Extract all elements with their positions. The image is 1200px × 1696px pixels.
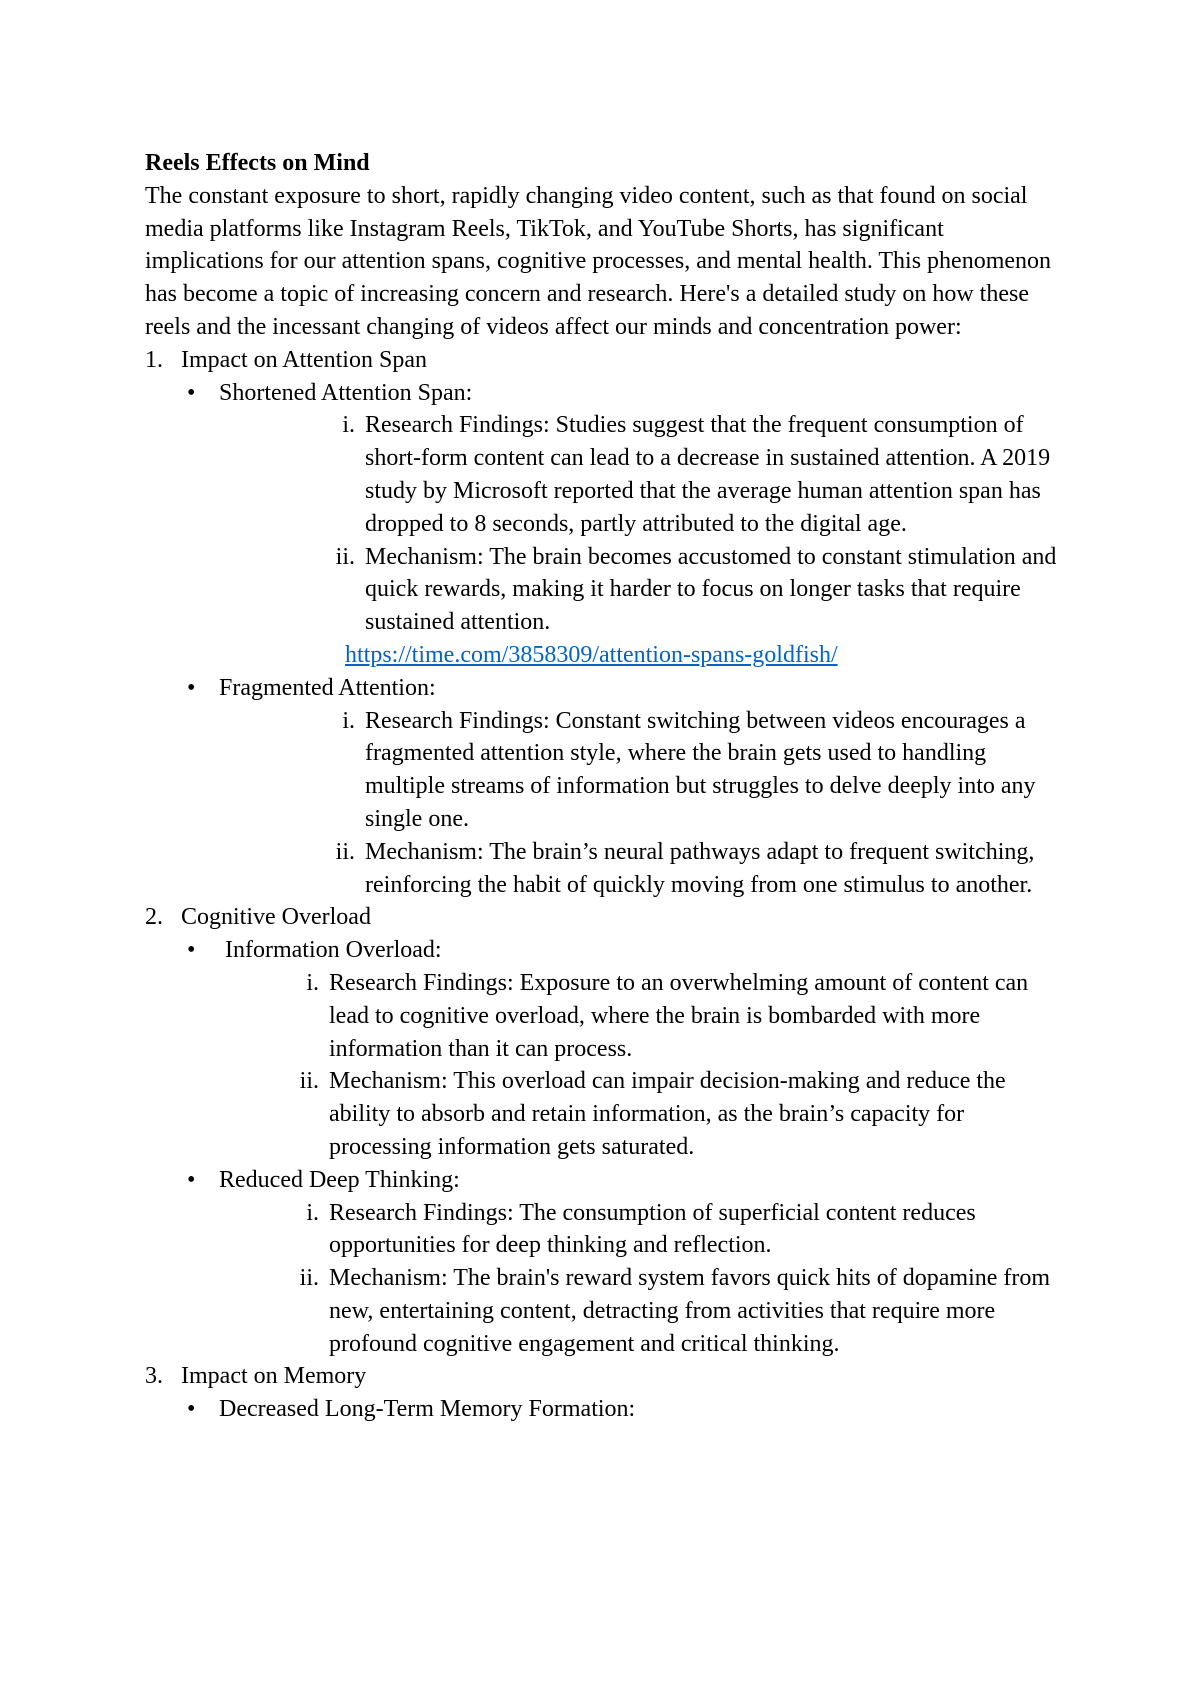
sub-item	[145, 1262, 1065, 1360]
section-attention-span	[145, 344, 1065, 902]
sub-item-text: Research Findings: Studies suggest that the frequent consumption of short-form content can lead to a decrease in sustained attention. A 2019 study by Microsoft reported that the average human attention span has dropped to 8 seconds, partly attributed to the digital age.	[365, 412, 1051, 537]
document-title: Reels Effects on Mind	[145, 150, 370, 176]
section-heading	[145, 344, 1065, 377]
bullet-dot-icon: •	[187, 674, 196, 701]
reference-link-line	[145, 639, 1065, 672]
bullet-item	[145, 377, 1065, 410]
sub-item	[145, 541, 1065, 639]
sub-item-number: i.	[306, 1199, 319, 1226]
sub-item-number: i.	[342, 707, 355, 734]
sub-item-number: ii.	[335, 543, 355, 570]
sub-item	[145, 967, 1065, 1065]
sub-item-number: i.	[306, 969, 319, 996]
bullet-item	[145, 672, 1065, 705]
sub-item	[145, 836, 1065, 902]
sub-item-text: Research Findings: The consumption of superficial content reduces opportunities for deep thinking and reflection.	[329, 1199, 976, 1259]
sub-item	[145, 409, 1065, 540]
sub-item	[145, 1197, 1065, 1263]
section-number: 3.	[145, 1363, 163, 1390]
bullet-dot-icon: •	[187, 1166, 196, 1193]
intro-paragraph: The constant exposure to short, rapidly changing video content, such as that found on social media platforms like Instagram Reels, TikTok, and YouTube Shorts, has significant implications for our attention spans, cognitive processes, and mental health. This phenomenon has become a topic of increasing concern and research. Here's a detailed study on how these reels and the incessant changing of videos affect our minds and concentration power:	[145, 182, 1052, 340]
bullet-label: Shortened Attention Span:	[219, 379, 473, 406]
sub-item-text: Mechanism: The brain becomes accustomed to constant stimulation and quick rewards, making it harder to focus on longer tasks that require sustained attention.	[365, 543, 1057, 636]
bullet-item	[145, 1164, 1065, 1197]
sub-item	[145, 1065, 1065, 1163]
section-memory	[145, 1360, 1065, 1426]
bullet-item	[145, 1393, 1065, 1426]
reference-link[interactable]: https://time.com/3858309/attention-spans-goldfish/	[345, 641, 838, 668]
sub-item-number: ii.	[299, 1265, 319, 1292]
section-number: 1.	[145, 346, 163, 373]
sub-item-number: i.	[342, 412, 355, 439]
sub-item-text: Research Findings: Constant switching between videos encourages a fragmented attention style, where the brain gets used to handling multiple streams of information but struggles to delve deeply into any single one.	[365, 707, 1036, 832]
section-title: Impact on Memory	[181, 1363, 367, 1390]
bullet-dot-icon: •	[187, 937, 196, 964]
section-cognitive-overload	[145, 901, 1065, 1360]
document-body	[145, 147, 1065, 1426]
section-heading	[145, 1360, 1065, 1393]
section-title: Cognitive Overload	[181, 904, 371, 931]
bullet-dot-icon: •	[187, 379, 196, 406]
sub-item	[145, 705, 1065, 836]
section-heading	[145, 901, 1065, 934]
sub-item-number: ii.	[299, 1068, 319, 1095]
bullet-item	[145, 934, 1065, 967]
bullet-dot-icon: •	[187, 1396, 196, 1423]
section-number: 2.	[145, 904, 163, 931]
bullet-label: Fragmented Attention:	[219, 674, 436, 701]
sub-item-text: Research Findings: Exposure to an overwhelming amount of content can lead to cognitive overload, where the brain is bombarded with more information than it can process.	[329, 969, 1029, 1062]
bullet-label: Information Overload:	[225, 937, 442, 964]
sub-item-text: Mechanism: The brain's reward system favors quick hits of dopamine from new, entertaining content, detracting from activities that require more profound cognitive engagement and critical thinking.	[329, 1265, 1051, 1357]
bullet-label: Decreased Long-Term Memory Formation:	[219, 1396, 636, 1423]
section-title: Impact on Attention Span	[181, 346, 427, 373]
sub-item-number: ii.	[335, 838, 355, 865]
sub-item-text: Mechanism: The brain’s neural pathways adapt to frequent switching, reinforcing the habit of quickly moving from one stimulus to another.	[365, 838, 1035, 898]
sub-item-text: Mechanism: This overload can impair decision-making and reduce the ability to absorb and retain information, as the brain’s capacity for processing information gets saturated.	[329, 1068, 1006, 1160]
bullet-label: Reduced Deep Thinking:	[219, 1166, 460, 1193]
